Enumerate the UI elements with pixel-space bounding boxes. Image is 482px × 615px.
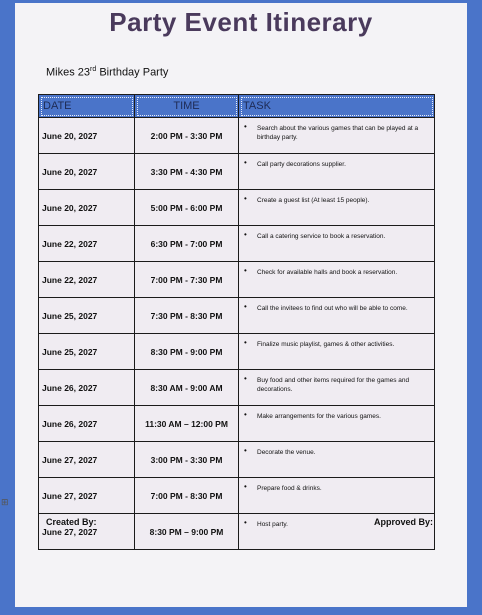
bullet-icon: • <box>244 410 247 419</box>
cell-time: 3:30 PM - 4:30 PM <box>135 154 239 190</box>
header-task: TASK <box>239 95 435 118</box>
task-text: Decorate the venue. <box>257 449 316 456</box>
bullet-icon: • <box>244 482 247 491</box>
cell-task <box>239 406 435 442</box>
cell-time: 11:30 AM – 12:00 PM <box>135 406 239 442</box>
cell-task <box>239 334 435 370</box>
task-text: Host party. <box>257 521 288 528</box>
bullet-icon: • <box>244 518 247 527</box>
cell-date: June 20, 2027 <box>39 154 135 190</box>
page-title: Party Event Itinerary <box>109 7 373 37</box>
subtitle-suffix: Birthday Party <box>96 66 169 79</box>
cell-time: 2:00 PM - 3:30 PM <box>135 118 239 154</box>
cell-date: June 20, 2027 <box>39 190 135 226</box>
event-subtitle <box>46 66 168 79</box>
cell-time: 7:00 PM - 8:30 PM <box>135 478 239 514</box>
cell-task <box>239 190 435 226</box>
table-row <box>39 442 435 478</box>
subtitle-ordinal: rd <box>90 66 97 73</box>
task-text: Check for available halls and book a reservation. <box>257 269 398 276</box>
approved-by-label: Approved By: <box>374 517 434 527</box>
cell-task <box>239 478 435 514</box>
cell-time: 8:30 AM - 9:00 AM <box>135 370 239 406</box>
cell-time: 8:30 PM - 9:00 PM <box>135 334 239 370</box>
bullet-icon: • <box>244 446 247 455</box>
cell-date: June 20, 2027 <box>39 118 135 154</box>
cell-task <box>239 370 435 406</box>
table-row <box>39 334 435 370</box>
task-text: Finalize music playlist, games & other activities. <box>257 341 395 348</box>
cell-time: 6:30 PM - 7:00 PM <box>135 226 239 262</box>
bullet-icon: • <box>244 338 247 347</box>
table-row <box>39 118 435 154</box>
table-row <box>39 478 435 514</box>
cell-time: 7:30 PM - 8:30 PM <box>135 298 239 334</box>
cell-date: June 25, 2027 <box>39 298 135 334</box>
header-time: TIME <box>135 95 239 118</box>
created-by-label: Created By: <box>46 517 97 527</box>
header-date: DATE <box>39 95 135 118</box>
bullet-icon: • <box>244 122 247 131</box>
cell-time: 7:00 PM - 7:30 PM <box>135 262 239 298</box>
task-text: Create a guest list (At least 15 people). <box>257 197 370 204</box>
task-text: Search about the various games that can be played at a birthday party. <box>257 125 419 141</box>
table-header-row <box>39 95 435 118</box>
cell-task <box>239 154 435 190</box>
cell-date: June 26, 2027 <box>39 370 135 406</box>
bullet-icon: • <box>244 266 247 275</box>
bullet-icon: • <box>244 158 247 167</box>
bullet-icon: • <box>244 194 247 203</box>
document-page <box>15 3 467 607</box>
bullet-icon: • <box>244 230 247 239</box>
cell-time: 3:00 PM - 3:30 PM <box>135 442 239 478</box>
table-row <box>39 298 435 334</box>
cell-date: June 27, 2027 <box>39 442 135 478</box>
table-row <box>39 226 435 262</box>
cell-date: June 22, 2027 <box>39 226 135 262</box>
table-row <box>39 154 435 190</box>
task-text: Call party decorations supplier. <box>257 161 346 168</box>
cell-task <box>239 226 435 262</box>
cell-date: June 22, 2027 <box>39 262 135 298</box>
table-anchor-icon[interactable]: ⊞ <box>1 498 9 508</box>
task-text: Make arrangements for the various games. <box>257 413 381 420</box>
table-row <box>39 370 435 406</box>
cell-task <box>239 118 435 154</box>
cell-task <box>239 262 435 298</box>
cell-date: June 26, 2027 <box>39 406 135 442</box>
subtitle-prefix: Mikes 23 <box>46 66 91 79</box>
table-row <box>39 190 435 226</box>
cell-time: 8:30 PM – 9:00 PM <box>135 514 239 550</box>
cell-time: 5:00 PM - 6:00 PM <box>135 190 239 226</box>
bullet-icon: • <box>244 302 247 311</box>
cell-task <box>239 442 435 478</box>
itinerary-table <box>38 94 435 550</box>
bullet-icon: • <box>244 374 247 383</box>
table-row <box>39 406 435 442</box>
cell-task <box>239 298 435 334</box>
task-text: Prepare food & drinks. <box>257 485 322 492</box>
task-text: Call the invitees to find out who will be able to come. <box>257 305 408 312</box>
cell-date: June 27, 2027 <box>39 478 135 514</box>
table-row <box>39 262 435 298</box>
task-text: Buy food and other items required for the games and decorations. <box>257 377 410 393</box>
cell-date: June 27, 2027 <box>39 514 135 550</box>
cell-date: June 25, 2027 <box>39 334 135 370</box>
task-text: Call a catering service to book a reservation. <box>257 233 386 240</box>
